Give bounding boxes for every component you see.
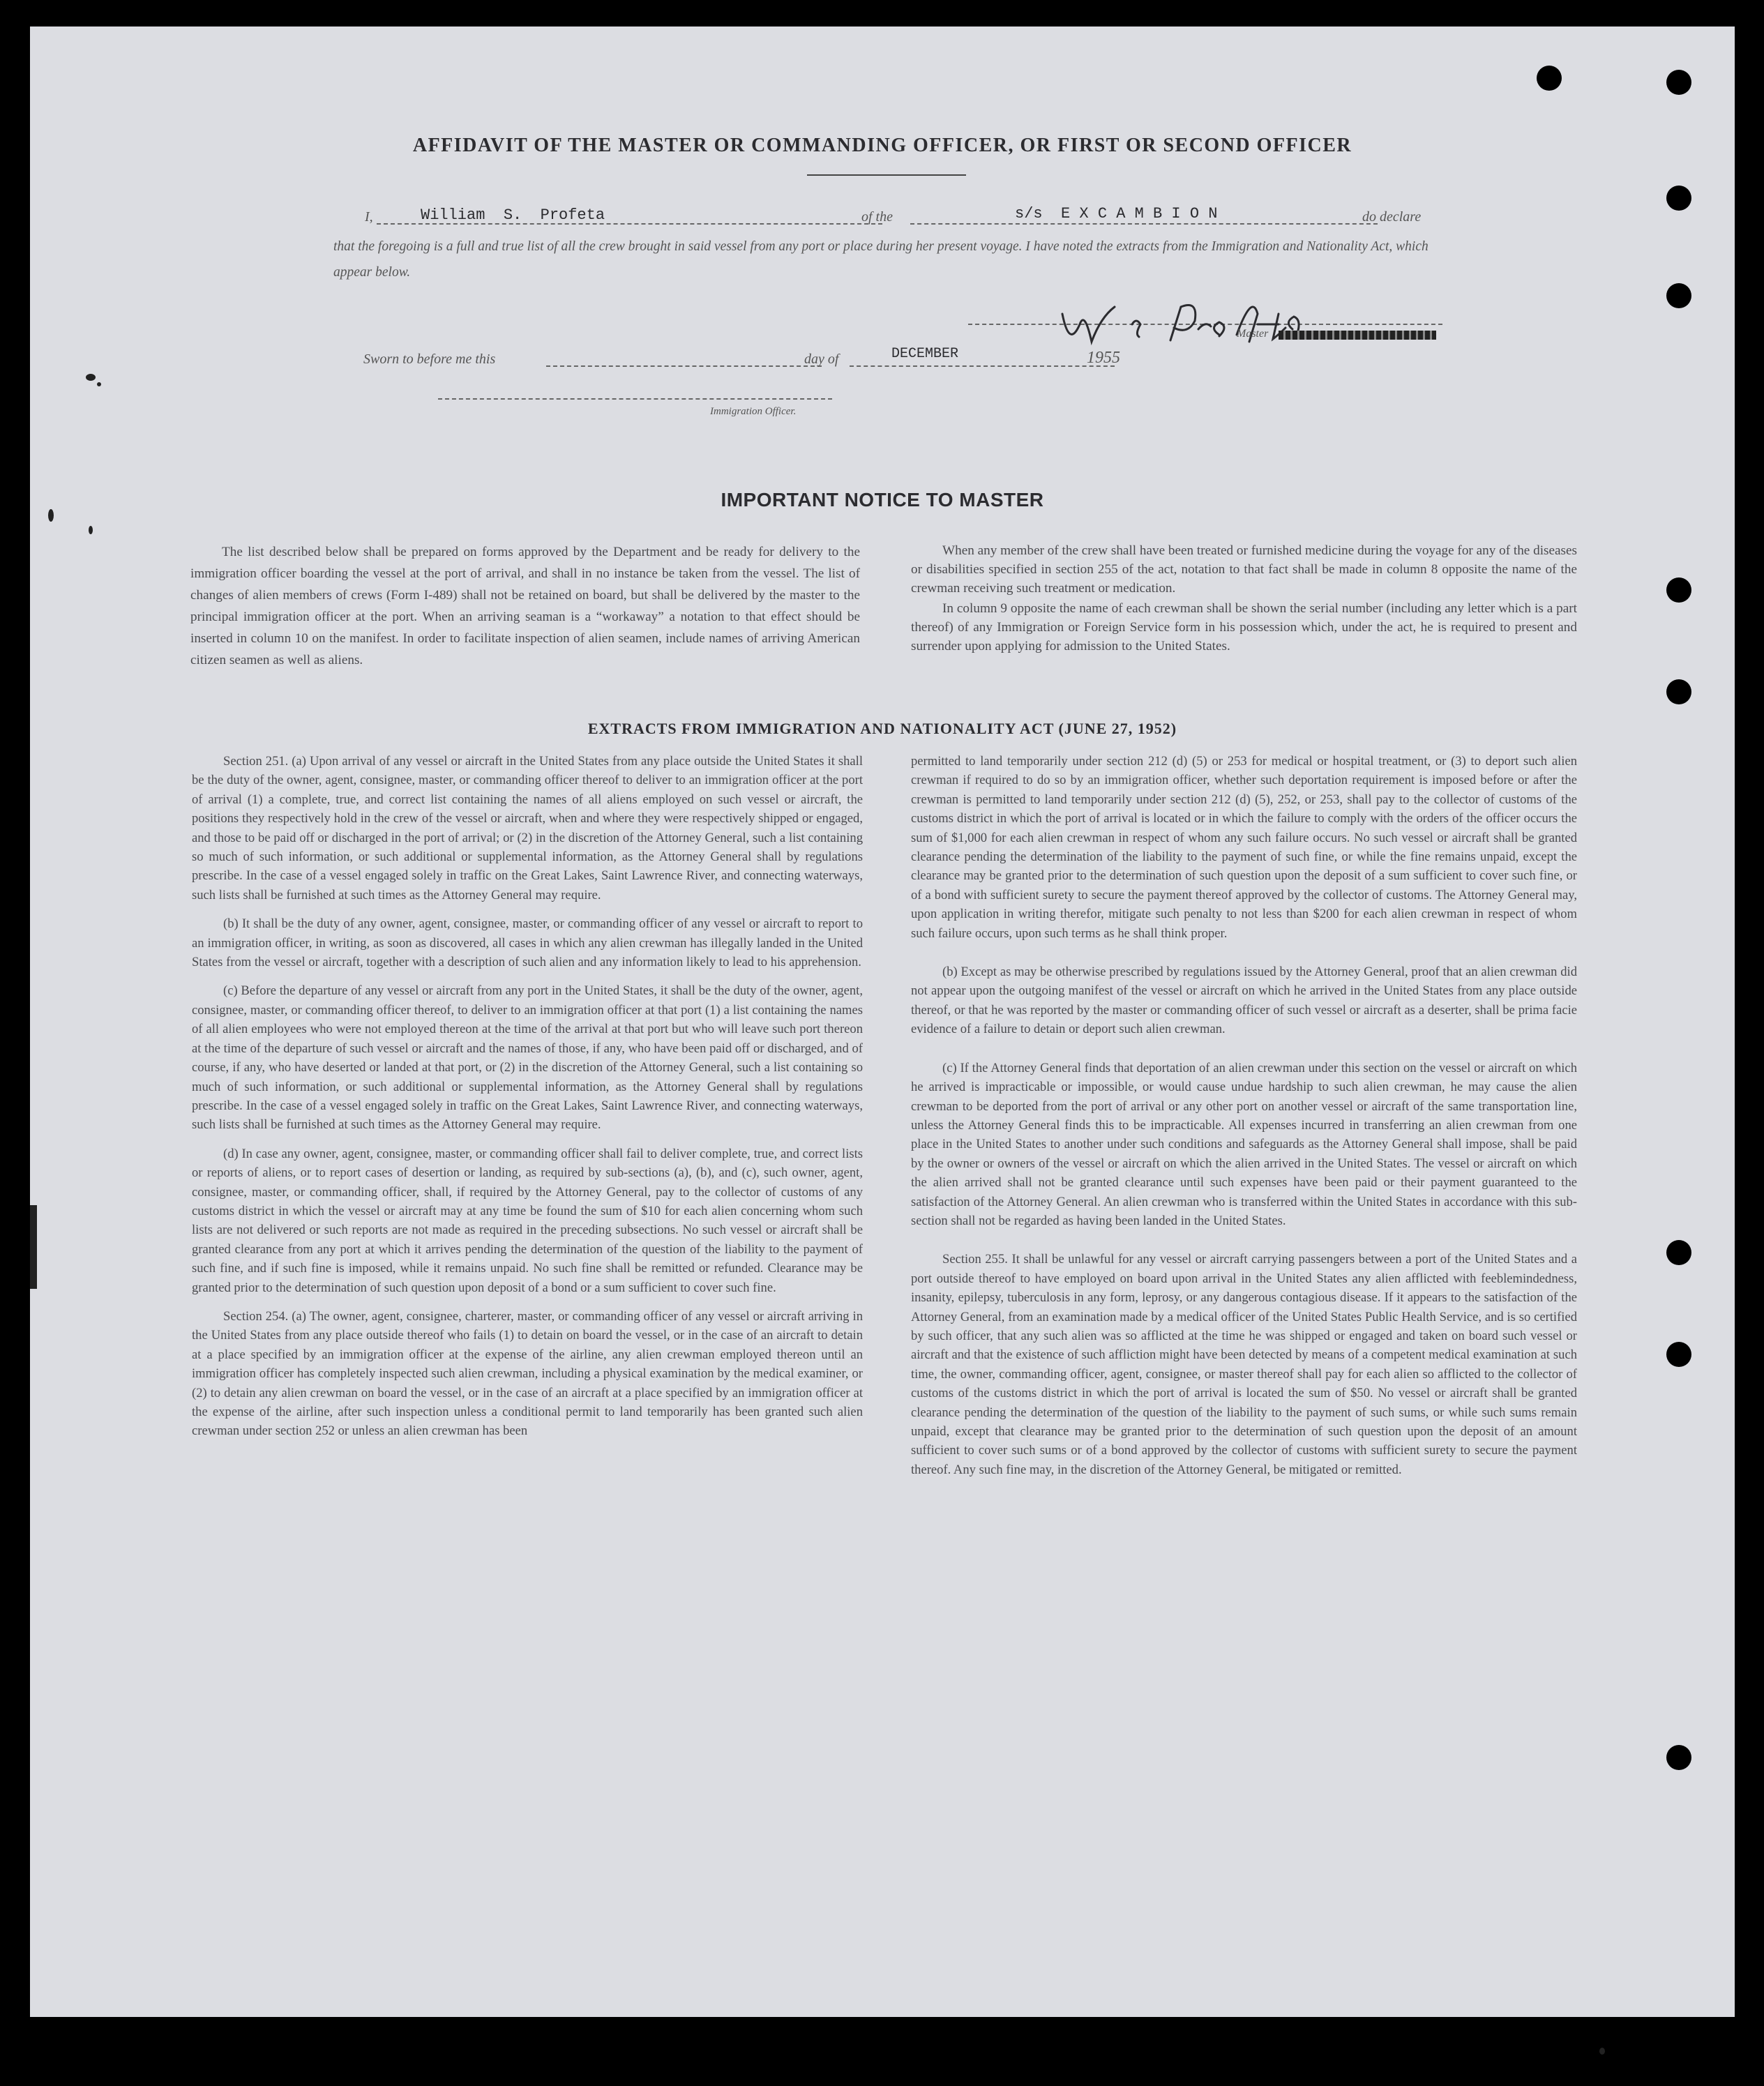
year-label: 1955 <box>1087 349 1120 367</box>
master-name: William S. Profeta <box>421 206 605 224</box>
notice-right-column <box>911 541 1577 665</box>
binder-hole <box>1666 679 1691 704</box>
sworn-day-line <box>546 365 822 367</box>
scan-speck <box>97 382 101 386</box>
i-label: I, <box>365 209 373 225</box>
affidavit-title: AFFIDAVIT OF THE MASTER OR COMMANDING OFFICER, OR FIRST OR SECOND OFFICER <box>412 135 1352 156</box>
extracts-title: EXTRACTS FROM IMMIGRATION AND NATIONALITY ACT (JUNE 27, 1952) <box>587 720 1177 737</box>
month-value: DECEMBER <box>891 346 959 362</box>
section-254-a: Section 254. (a) The owner, agent, consignee, charterer, master, or commanding officer of any vessel or aircraft arriving in the United States from any place outside thereof who fails (1) to detain on board the vessel, or in the case of an aircraft to detain at a place specified by an immigration officer at the expense of the airline, any alien crewman employed thereon until an immigration officer has completely inspected such alien crewman, including a physical examination by the medical examiner, or (2) to detain any alien crewman on board the vessel, or in the case of an aircraft at a place specified by an immigration officer at the expense of the airline, after such inspection unless a conditional permit to land temporarily has been granted such alien crewman under section 252 or unless an alien crewman has been <box>192 1308 863 1439</box>
day-of-label: day of <box>804 352 839 367</box>
notice-title: IMPORTANT NOTICE TO MASTER <box>721 489 1044 511</box>
vessel-name: s/s E X C A M B I O N <box>1015 205 1218 222</box>
struck-title <box>1279 331 1436 340</box>
binder-hole <box>1666 1745 1691 1770</box>
scan-speck <box>1599 2048 1605 2055</box>
extracts-left-column <box>192 752 863 1451</box>
binder-hole <box>1666 1240 1691 1265</box>
declaration-text: that the foregoing is a full and true list of all the crew brought in said vessel from any port or place during her present voyage. I have noted the extracts from the Immigration and Nationality Act, which appear below. <box>333 239 1428 280</box>
scan-speck <box>30 1205 37 1289</box>
vessel-field-line <box>910 223 1378 225</box>
officer-signature-line <box>438 398 832 400</box>
immigration-officer-label: Immigration Officer. <box>710 406 797 417</box>
scan-speck <box>89 526 93 534</box>
title-rule <box>807 174 966 176</box>
notice-right-paragraph-2: In column 9 opposite the name of each crewman shall be shown the serial number (including any letter which is a part thereof) of any Immigration or Foreign Service form in his possession which, under the act, he is required to present and surrender upon applying for admission to the United States. <box>911 601 1577 653</box>
sworn-label: Sworn to before me this <box>363 352 496 367</box>
binder-hole <box>1666 70 1691 95</box>
scan-speck <box>86 374 96 381</box>
section-251-c: (c) Before the departure of any vessel or aircraft from any port in the United States, it shall be the duty of the owner, agent, consignee, master, or commanding officer thereof, to deliver to an immigration officer at that port (1) a list containing the names of all alien employees who were not employed thereon at the time of the arrival at that port but who will leave such port thereon at the time of the departure of such vessel or aircraft and the names of those, if any, who have been paid off or discharged, and of course, if any, who have deserted or landed at that port, or (2) in the discretion of the Attorney General, such a list containing so much of such information, or such additional or supplemental information, as the Attorney General shall by regulations prescribe. In the case of a vessel engaged solely in traffic on the Great Lakes, Saint Lawrence River, and connecting waterways, such lists shall be furnished at such times as the Attorney General may require. <box>192 983 863 1133</box>
document-page <box>30 27 1735 2017</box>
master-label: Master <box>1237 328 1269 340</box>
section-254-b: (b) Except as may be otherwise prescribed by regulations issued by the Attorney General, proof that an alien crewman did not appear upon the outgoing manifest of the vessel or aircraft on which he arrived in the United States from any place outside thereof, or that he was reported by the master or commanding officer of such vessel or aircraft as a deserter, shall be prima facie evidence of a failure to detain or deport such alien crewman. <box>911 965 1577 1037</box>
binder-hole <box>1666 186 1691 211</box>
month-line <box>850 365 1115 367</box>
do-declare-label: do declare <box>1362 209 1422 225</box>
notice-left-column <box>190 541 860 681</box>
binder-hole <box>1666 577 1691 603</box>
binder-hole <box>1666 283 1691 308</box>
section-251-d: (d) In case any owner, agent, consignee, master, or commanding officer shall fail to deliver complete, true, and correct lists or reports of aliens, or to report cases of desertion or landing, as required by sub-sections (a), (b), and (c), such owner, agent, consignee, master, or commanding officer, shall, if required by the Attorney General, pay to the collector of customs of any customs district in which the vessel or aircraft may at any time be found the sum of $10 for each alien concerning whom such lists are not delivered or such reports are not made as required in the preceding subsections. No such vessel or aircraft shall be granted clearance from any port at which it arrives pending the determination of the question of the liability to the payment of such fine, and if such fine is imposed, while it remains unpaid. No such fine shall be remitted or refunded. Clearance may be granted prior to the determination of such question upon deposit of a bond or a sum sufficient to cover such fine. <box>192 1146 863 1295</box>
notice-left-paragraph: The list described below shall be prepared on forms approved by the Department and be ready for delivery to the immigration officer boarding the vessel at the port of arrival, and shall in no instance be taken from the vessel. The list of changes of alien members of crews (Form I-489) shall not be retained on board, but shall be delivered by the master to the principal immigration officer at the port. When an arriving seaman is a “workaway” a notation to that effect should be inserted in column 10 on the manifest. In order to facilitate inspection of alien seamen, include names of arriving American citizen seamen as well as aliens. <box>190 545 860 667</box>
section-254-c: (c) If the Attorney General finds that deportation of an alien crewman under this section on the vessel or aircraft on which he arrived is impracticable or impossible, or would cause undue hardship to such alien crewman, he may cause the alien crewman to be deported from the port of arrival or any other port on another vessel or aircraft of the same transportation line, unless the Attorney General finds this to be impracticable. All expenses incurred in transferring an alien crewman from one place in the United States to another under such conditions and safeguards as the Attorney General shall impose, shall be paid by the owner or owners of the vessel or aircraft on which the alien arrived in the United States. The vessel or aircraft on which the alien arrived shall not be granted clearance until such expenses have been paid or their payment guaranteed to the satisfaction of the Attorney General. An alien crewman who is transferred within the United States in accordance with this sub-section shall not be regarded as having been landed in the United States. <box>911 1060 1577 1228</box>
section-254-a-cont: permitted to land temporarily under section 212 (d) (5) or 253 for medical or hospital treatment, or (3) to deport such alien crewman if required to do so by an immigration officer, whether such deportation requirement is imposed before or after the crewman is permitted to land temporarily under section 212 (d) (5), 252, or 253, shall pay to the collector of customs of the customs district in which the port of arrival is located or in which the failure to comply with the orders of the officer occurs the sum of $1,000 for each alien crewman in respect of whom any such failure occurs. No such vessel or aircraft shall be granted clearance pending the determination of the liability to the payment of such fine, or while the fine remains unpaid, except the clearance may be granted prior to the determination of such question upon the deposit of a sum sufficient to cover such fine, or of a bond with sufficient surety to secure the payment thereof approved by the collector of customs. The Attorney General may, upon application in writing therefor, mitigate such penalty to not less than $200 for each alien crewman in respect of whom such failure occurs, upon such terms as he shall think proper. <box>911 754 1577 941</box>
section-251-b: (b) It shall be the duty of any owner, agent, consignee, master, or commanding officer of any vessel or aircraft to report to an immigration officer, in writing, as soon as discovered, all cases in which any alien crewman has illegally landed in the United States from the vessel or aircraft, together with a description of such alien and any information likely to lead to his apprehension. <box>192 916 863 970</box>
binder-hole <box>1666 1342 1691 1367</box>
notice-right-paragraph-1: When any member of the crew shall have been treated or furnished medicine during the voyage for any of the diseases or disabilities specified in section 255 of the act, notation to that fact shall be made in column 8 opposite the name of the crewman receiving such treatment or medication. <box>911 543 1577 596</box>
extracts-right-column <box>911 752 1577 1489</box>
section-255: Section 255. It shall be unlawful for any vessel or aircraft carrying passengers between a port of the United States and a port outside thereof to have employed on board upon arrival in the United States any alien afflicted with feeblemindedness, insanity, epilepsy, tuberculosis in any form, leprosy, or any dangerous contagious disease. If it appears to the satisfaction of the Attorney General, from an examination made by a medical officer of the United States Public Health Service, and is so certified by such officer, that any such alien was so afflicted at the time he was shipped or engaged and taken on board such vessel or aircraft and that the existence of such affliction might have been detected by means of a competent medical examination at such time, the owner, commanding officer, agent, consignee, or master thereof shall pay for each alien so afflicted to the collector of customs of the customs district in which the port of arrival is located the sum of $50. No vessel or aircraft shall be granted clearance pending the determination of the question of the liability to the payment of such sums, or while such sums remain unpaid, except that clearance may be granted prior to the determination of such question upon the deposit of an amount sufficient to cover such sums or of a bond approved by the collector of customs with sufficient surety to secure the payment thereof. Any such fine may, in the discretion of the Attorney General, be mitigated or remitted. <box>911 1252 1577 1477</box>
section-251-a: Section 251. (a) Upon arrival of any vessel or aircraft in the United States from any place outside the United States it shall be the duty of the owner, agent, consignee, master, or commanding officer thereof to deliver to an immigration officer at the port of arrival (1) a complete, true, and correct list containing the names of all aliens employed on such vessel or aircraft, the positions they respectively hold in the crew of the vessel or aircraft, when and where they were respectively shipped or engaged, and those to be paid off or discharged in the port of arrival; or (2) in the discretion of the Attorney General, such a list containing so much of such information, or such additional or supplemental information, as the Attorney General shall by regulations prescribe. In the case of a vessel engaged solely in traffic on the Great Lakes, Saint Lawrence River, and connecting waterways, such lists shall be furnished at such times as the Attorney General may require. <box>192 754 863 902</box>
binder-hole <box>1537 66 1562 91</box>
of-the-label: of the <box>861 209 893 225</box>
